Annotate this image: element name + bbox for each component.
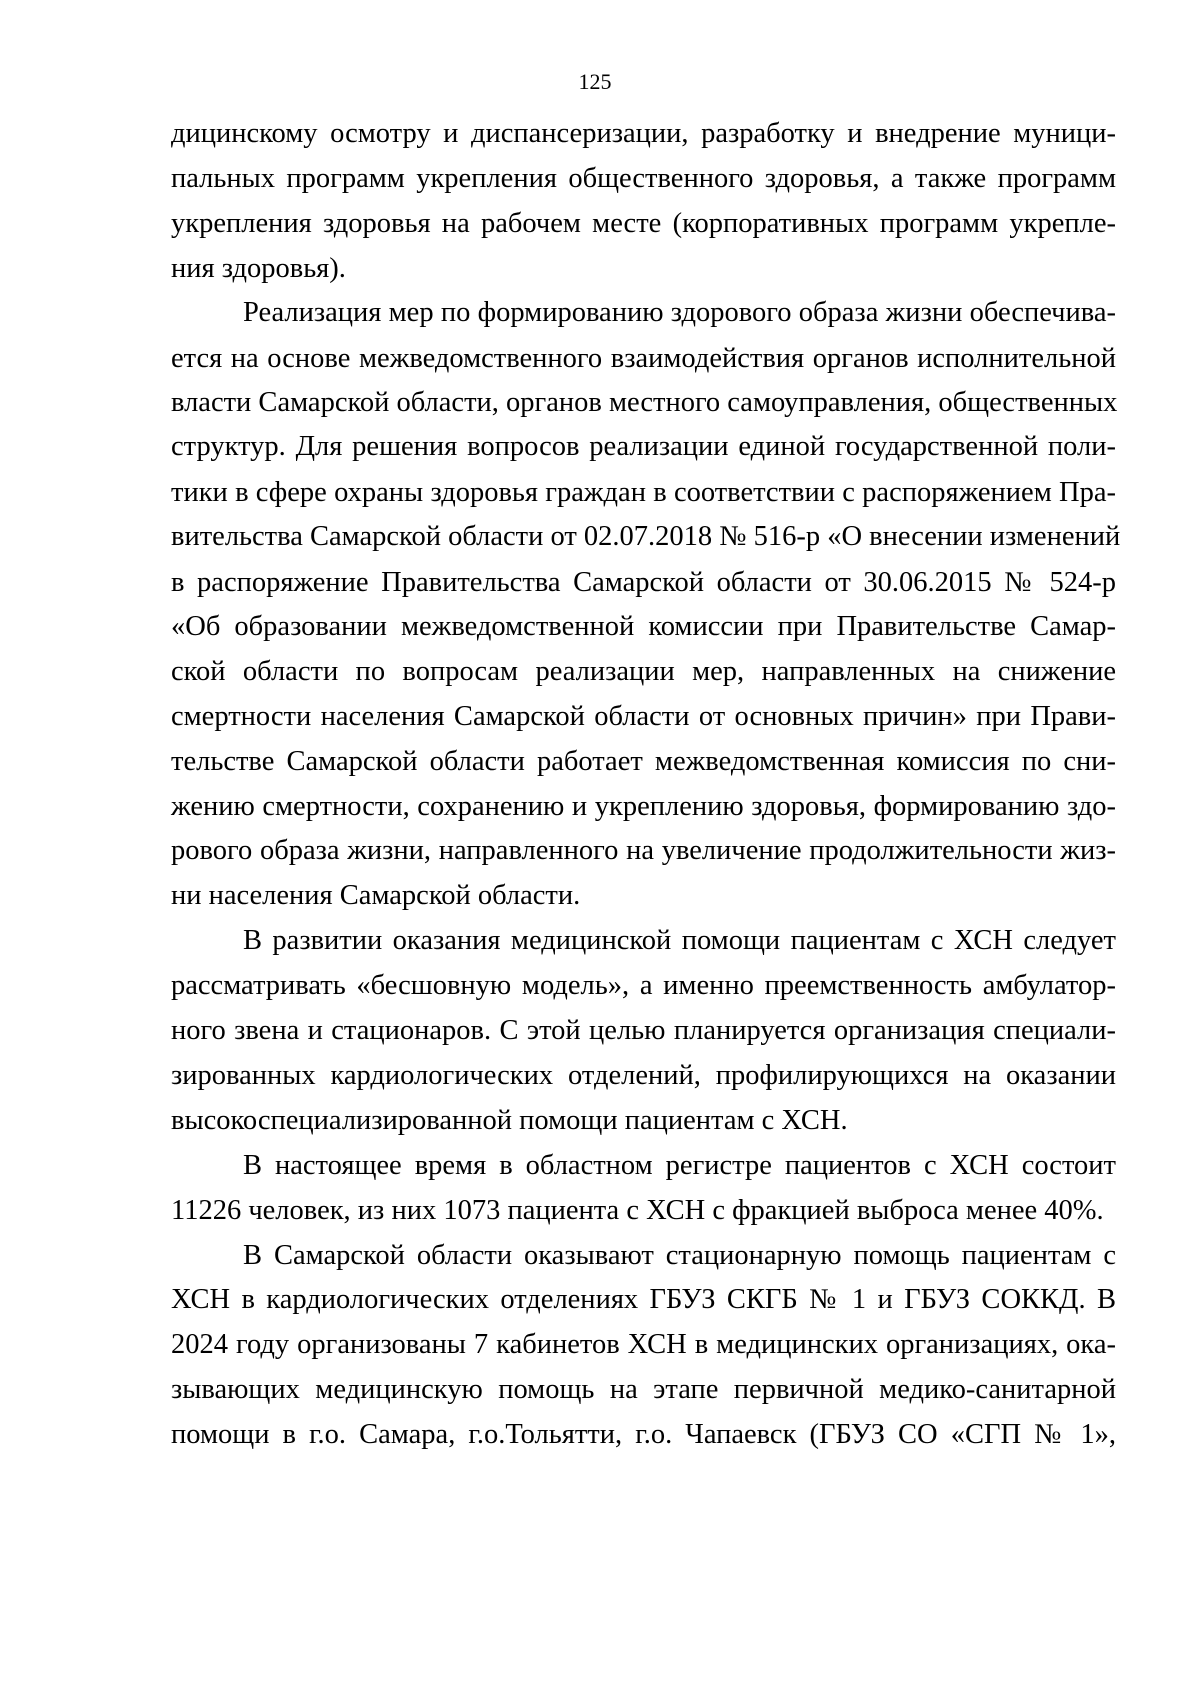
text-line: тельстве Самарской области работает межведомственная комиссия по сни- <box>171 746 1116 777</box>
text-line: ния здоровья). <box>171 253 346 284</box>
text-line: рассматривать «бесшовную модель», а именно преемственность амбулатор- <box>171 970 1116 1001</box>
paragraph-first-line: В настоящее время в областном регистре пациентов с ХСН состоит <box>243 1150 1116 1181</box>
paragraph-first-line: Реализация мер по формированию здорового образа жизни обеспечива- <box>243 297 1116 328</box>
text-line: пальных программ укрепления общественного здоровья, а также программ <box>171 163 1116 194</box>
text-line: помощи в г.о. Самара, г.о.Тольятти, г.о. Чапаевск (ГБУЗ СО «СГП № 1», <box>171 1419 1116 1450</box>
text-line: ХСН в кардиологических отделениях ГБУЗ СКГБ № 1 и ГБУЗ СОККД. В <box>171 1284 1116 1315</box>
text-line: жению смертности, сохранению и укреплению здоровья, формированию здо- <box>171 791 1116 822</box>
text-line: ного звена и стационаров. С этой целью планируется организация специали- <box>171 1015 1116 1046</box>
text-line: ется на основе межведомственного взаимодействия органов исполнительной <box>171 343 1116 374</box>
text-line: ни населения Самарской области. <box>171 880 581 911</box>
text-line: зированных кардиологических отделений, профилирующихся на оказании <box>171 1060 1116 1091</box>
text-line: структур. Для решения вопросов реализации единой государственной поли- <box>171 431 1116 462</box>
text-line: ской области по вопросам реализации мер, направленных на снижение <box>171 656 1116 687</box>
text-line: 11226 человек, из них 1073 пациента с ХСН с фракцией выброса менее 40%. <box>171 1195 1104 1226</box>
text-line: в распоряжение Правительства Самарской области от 30.06.2015 № 524-р <box>171 567 1116 598</box>
text-line: смертности населения Самарской области от основных причин» при Прави- <box>171 701 1116 732</box>
text-line: дицинскому осмотру и диспансеризации, разработку и внедрение муници- <box>171 118 1116 149</box>
paragraph-first-line: В Самарской области оказывают стационарную помощь пациентам с <box>243 1240 1116 1271</box>
text-line: 2024 году организованы 7 кабинетов ХСН в медицинских организациях, ока- <box>171 1329 1116 1360</box>
text-line: зывающих медицинскую помощь на этапе первичной медико-санитарной <box>171 1374 1116 1405</box>
paragraph-first-line: В развитии оказания медицинской помощи пациентам с ХСН следует <box>243 925 1116 956</box>
text-line: власти Самарской области, органов местного самоуправления, общественных <box>171 387 1118 418</box>
text-line: вительства Самарской области от 02.07.2018 № 516-р «О внесении изменений <box>171 521 1121 552</box>
text-line: «Об образовании межведомственной комиссии при Правительстве Самар- <box>171 611 1116 642</box>
text-line: тики в сфере охраны здоровья граждан в соответствии с распоряжением Пра- <box>171 477 1116 508</box>
page-number: 125 <box>578 69 612 94</box>
text-line: рового образа жизни, направленного на увеличение продолжительности жиз- <box>171 835 1116 866</box>
text-line: высокоспециализированной помощи пациентам с ХСН. <box>171 1105 848 1136</box>
text-line: укрепления здоровья на рабочем месте (корпоративных программ укрепле- <box>171 208 1116 239</box>
